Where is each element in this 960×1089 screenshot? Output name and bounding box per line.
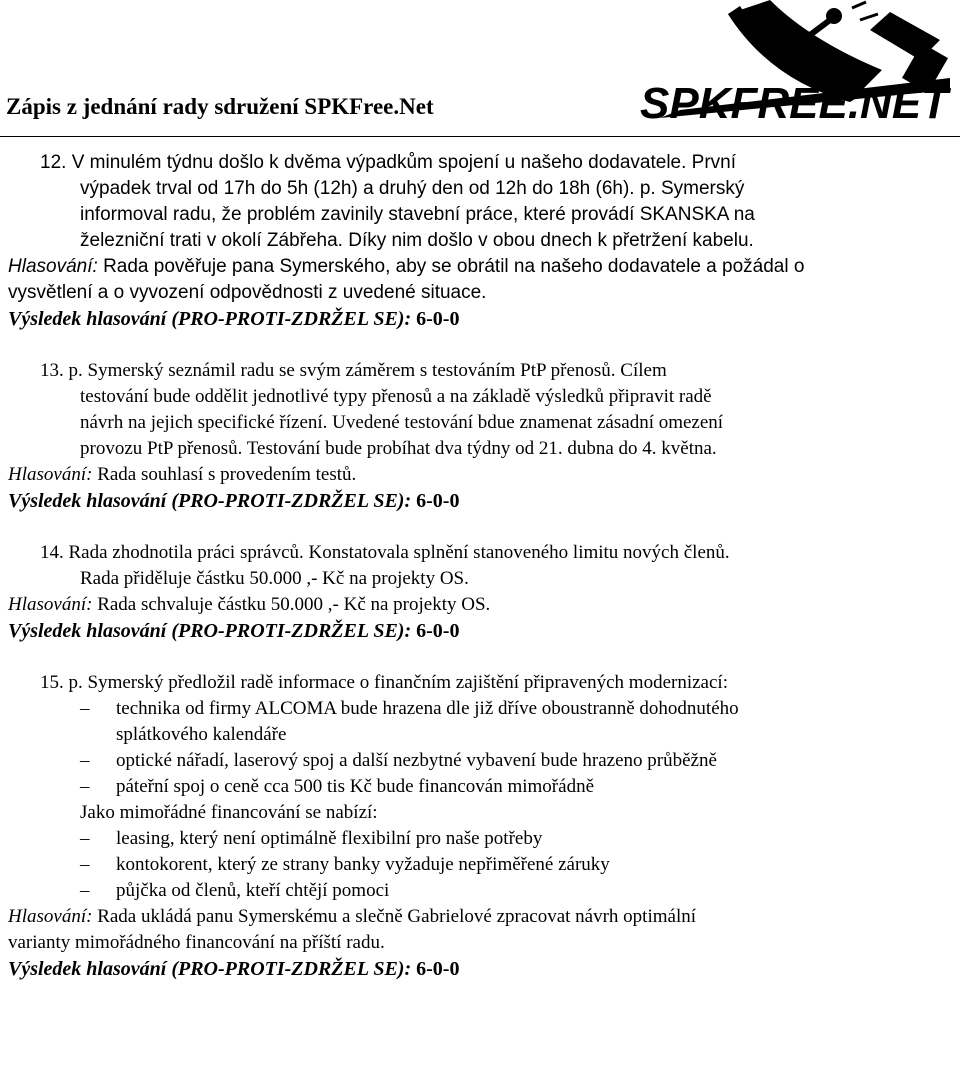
vote-label: Hlasování: (8, 464, 93, 485)
item-text-line: 12. V minulém týdnu došlo k dvěma výpadkům spojení u našeho dodavatele. První (40, 152, 737, 173)
list-item (0, 748, 960, 774)
item-text-line: informoval radu, že problém zavinily stavební práce, které provádí SKANSKA na (80, 204, 755, 225)
item-text-line: 13. p. Symerský seznámil radu se svým záměrem s testováním PtP přenosů. Cílem (40, 360, 667, 381)
dash-bullet: – (80, 750, 90, 771)
vote-line: vysvětlení a o vyvození odpovědnosti z uvedené situace. (8, 282, 487, 303)
vote-line: varianty mimořádného financování na příští radu. (8, 932, 385, 953)
list-item (0, 696, 960, 722)
vote-line (0, 254, 960, 280)
spkfree-logo (620, 0, 960, 130)
vote-result (0, 956, 960, 982)
vote-line (0, 462, 960, 488)
list-item (0, 774, 960, 800)
page-header (0, 0, 960, 140)
vote-text: Rada pověřuje pana Symerského, aby se obrátil na našeho dodavatele a požádal o (103, 256, 805, 277)
item-text-line: testování bude oddělit jednotlivé typy přenosů a na základě výsledků připravit radě (80, 386, 712, 407)
agenda-item-13 (0, 358, 960, 514)
list-item-text: páteřní spoj o ceně cca 500 tis Kč bude financován mimořádně (116, 776, 594, 797)
list-item (0, 826, 960, 852)
dash-bullet: – (80, 776, 90, 797)
item-text-line: železniční trati v okolí Zábřeha. Díky nim došlo v obou dnech k přetržení kabelu. (80, 230, 754, 251)
result-label: Výsledek hlasování (PRO-PROTI-ZDRŽEL SE): (8, 958, 412, 980)
vote-line (0, 592, 960, 618)
vote-result (0, 306, 960, 332)
vote-result (0, 488, 960, 514)
vote-result (0, 618, 960, 644)
vote-line (0, 904, 960, 930)
list-item (0, 878, 960, 904)
dash-bullet: – (80, 698, 90, 719)
list-item-text: optické nářadí, laserový spoj a další nezbytné vybavení bude hrazeno průběžně (116, 750, 717, 771)
document-title: Zápis z jednání rady sdružení SPKFree.Net (6, 94, 434, 119)
list-item (0, 852, 960, 878)
vote-label: Hlasování: (8, 906, 93, 927)
list-item-continuation: splátkového kalendáře (116, 724, 287, 745)
result-label: Výsledek hlasování (PRO-PROTI-ZDRŽEL SE): (8, 490, 412, 512)
header-divider (0, 136, 960, 137)
vote-text: Rada souhlasí s provedením testů. (97, 464, 357, 485)
item-text-line: 15. p. Symerský předložil radě informace o finančním zajištění připravených modernizací: (40, 672, 728, 693)
list-item-text: leasing, který není optimálně flexibilní pro naše potřeby (116, 828, 543, 849)
financing-intro: Jako mimořádné financování se nabízí: (80, 802, 378, 823)
agenda-item-12 (0, 150, 960, 332)
minutes-content (0, 150, 960, 1008)
dash-bullet: – (80, 854, 90, 875)
result-value: 6-0-0 (416, 308, 460, 330)
vote-label: Hlasování: (8, 256, 98, 277)
result-value: 6-0-0 (416, 958, 460, 980)
dash-bullet: – (80, 880, 90, 901)
result-label: Výsledek hlasování (PRO-PROTI-ZDRŽEL SE): (8, 620, 412, 642)
list-item-text: technika od firmy ALCOMA bude hrazena dle již dříve oboustranně dohodnutého (116, 698, 739, 719)
agenda-item-14 (0, 540, 960, 644)
item-text-line: Rada přiděluje částku 50.000 ,- Kč na projekty OS. (80, 568, 469, 589)
result-value: 6-0-0 (416, 620, 460, 642)
list-item-text: kontokorent, který ze strany banky vyžaduje nepřiměřené záruky (116, 854, 610, 875)
result-label: Výsledek hlasování (PRO-PROTI-ZDRŽEL SE): (8, 308, 412, 330)
vote-text: Rada schvaluje částku 50.000 ,- Kč na projekty OS. (97, 594, 491, 615)
result-value: 6-0-0 (416, 490, 460, 512)
vote-label: Hlasování: (8, 594, 93, 615)
vote-text: Rada ukládá panu Symerskému a slečně Gabrielové zpracovat návrh optimální (97, 906, 697, 927)
logo-wordmark: SPKFREE.NET (640, 79, 949, 128)
list-item-text: půjčka od členů, kteří chtějí pomoci (116, 880, 390, 901)
item-text-line: provozu PtP přenosů. Testování bude probíhat dva týdny od 21. dubna do 4. května. (80, 438, 717, 459)
agenda-item-15 (0, 670, 960, 982)
item-text-line: výpadek trval od 17h do 5h (12h) a druhý den od 12h do 18h (6h). p. Symerský (80, 178, 745, 199)
dash-bullet: – (80, 828, 90, 849)
item-text-line: 14. Rada zhodnotila práci správců. Konstatovala splnění stanoveného limitu nových členů. (40, 542, 730, 563)
item-text-line: návrh na jejich specifické řízení. Uvedené testování bdue znamenat zásadní omezení (80, 412, 724, 433)
